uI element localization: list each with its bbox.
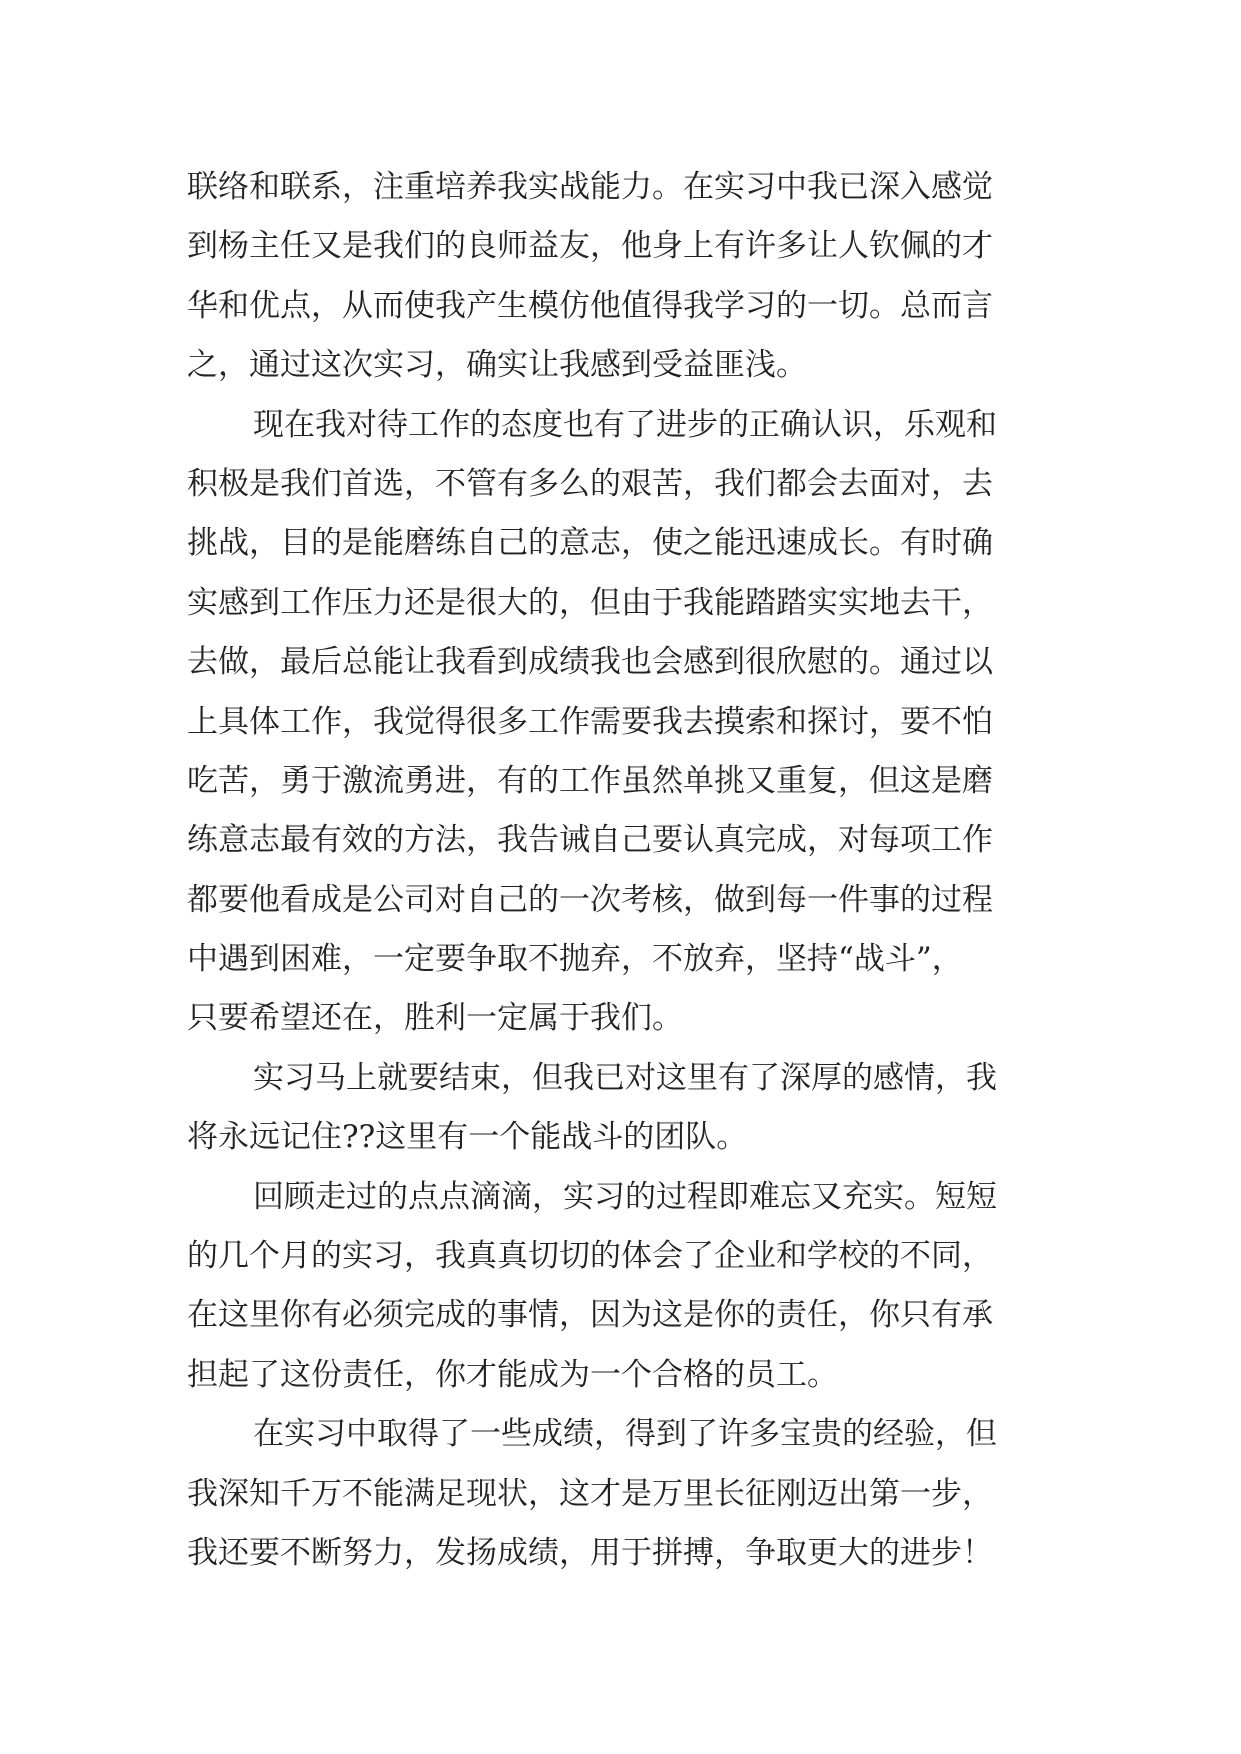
paragraph-5 <box>187 1405 1067 1583</box>
text-line: 只要希望还在，胜利一定属于我们。 <box>187 1000 683 1037</box>
text-line: 中遇到困难，一定要争取不抛弃，不放弃，坚持“战斗”， <box>187 941 963 978</box>
paragraph-4 <box>187 1168 1067 1406</box>
text-line: 华和优点，从而使我产生模仿他值得我学习的一切。总而言 <box>187 287 993 324</box>
text-line: 现在我对待工作的态度也有了进步的正确认识，乐观和 <box>253 406 997 443</box>
paragraph-1 <box>187 158 1067 396</box>
text-line: 将永远记住??这里有一个能战斗的团队。 <box>187 1119 748 1156</box>
document-body <box>187 158 1067 1583</box>
text-line: 回顾走过的点点滴滴，实习的过程即难忘又充实。短短 <box>253 1178 997 1215</box>
text-line: 联络和联系，注重培养我实战能力。在实习中我已深入感觉 <box>187 169 993 205</box>
text-line: 去做，最后总能让我看到成绩我也会感到很欣慰的。通过以 <box>187 644 993 681</box>
text-line: 我还要不断努力，发扬成绩，用于拼搏，争取更大的进步！ <box>187 1534 993 1571</box>
text-line: 实感到工作压力还是很大的，但由于我能踏踏实实地去干， <box>187 584 993 621</box>
text-line: 到杨主任又是我们的良师益友，他身上有许多让人钦佩的才 <box>187 228 993 265</box>
text-line: 练意志最有效的方法，我告诫自己要认真完成，对每项工作 <box>187 822 993 859</box>
text-line: 我深知千万不能满足现状，这才是万里长征刚迈出第一步， <box>187 1475 993 1512</box>
text-line: 都要他看成是公司对自己的一次考核，做到每一件事的过程 <box>187 881 993 918</box>
text-line: 上具体工作，我觉得很多工作需要我去摸索和探讨，要不怕 <box>187 703 993 740</box>
paragraph-2 <box>187 396 1067 1049</box>
text-line: 在这里你有必须完成的事情，因为这是你的责任，你只有承 <box>187 1297 993 1334</box>
text-line: 的几个月的实习，我真真切切的体会了企业和学校的不同， <box>187 1238 993 1275</box>
text-line: 在实习中取得了一些成绩，得到了许多宝贵的经验，但 <box>253 1416 997 1453</box>
text-line: 担起了这份责任，你才能成为一个合格的员工。 <box>187 1356 838 1393</box>
paragraph-3 <box>187 1049 1067 1168</box>
text-line: 挑战，目的是能磨练自己的意志，使之能迅速成长。有时确 <box>187 525 993 562</box>
text-line: 积极是我们首选，不管有多么的艰苦，我们都会去面对，去 <box>187 465 993 502</box>
text-line: 之，通过这次实习，确实让我感到受益匪浅。 <box>187 347 807 384</box>
text-line: 实习马上就要结束，但我已对这里有了深厚的感情，我 <box>253 1059 997 1096</box>
text-line: 吃苦，勇于激流勇进，有的工作虽然单挑又重复，但这是磨 <box>187 762 993 799</box>
